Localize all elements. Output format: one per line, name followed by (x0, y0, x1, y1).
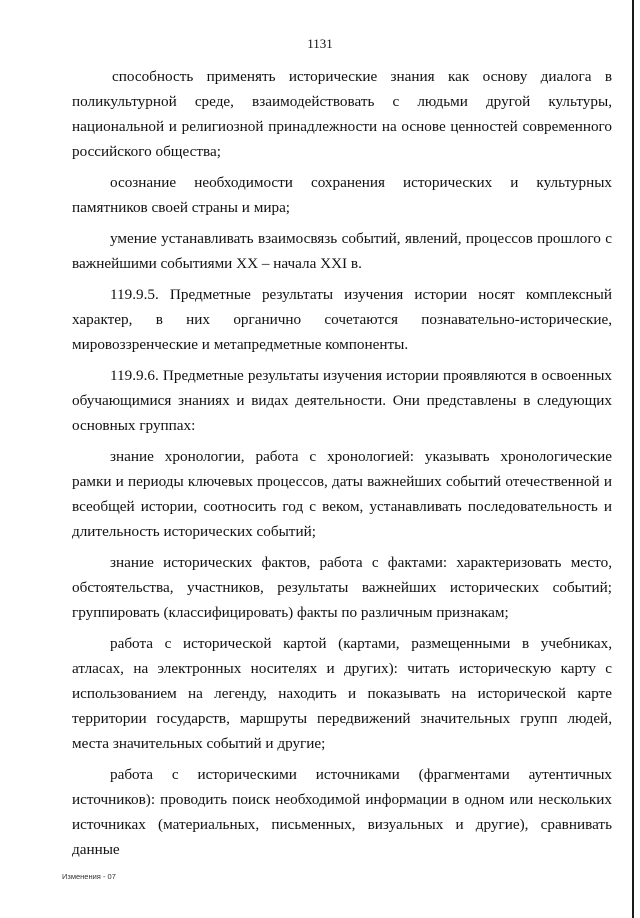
paragraph: 119.9.5. Предметные результаты изучения истории носят комплексный характер, в них органично сочетаются познавательно-исторические, мировоззренческие и метапредметные компоненты. (72, 286, 612, 353)
document-body (72, 64, 612, 868)
paragraph: способность применять исторические знания как основу диалога в поликультурной среде, взаимодействовать с людьми другой культуры, национальной и религиозной принадлежности на основе ценностей современного российского общества; (72, 68, 612, 160)
paragraph: знание исторических фактов, работа с фактами: характеризовать место, обстоятельства, участников, результаты важнейших исторических событий; группировать (классифицировать) факты по различным признакам; (72, 554, 612, 621)
paragraph: знание хронологии, работа с хронологией: указывать хронологические рамки и периоды ключевых процессов, даты важнейших событий отечественной и всеобщей истории, соотносить год с веком, устанавливать последовательность и длительность исторических событий; (72, 448, 612, 540)
paragraph: работа с историческими источниками (фрагментами аутентичных источников): проводить поиск необходимой информации в одном или нескольких источниках (материальных, письменных, визуальных и другие), сравнивать данные (72, 766, 612, 858)
page-number: 1131 (307, 36, 333, 51)
footer-revision-note: Изменения - 07 (62, 872, 116, 881)
paragraph: работа с исторической картой (картами, размещенными в учебниках, атласах, на электронных носителях и других): читать историческую карту с использованием на легенду, находить и показывать на исторической карте территории государств, маршруты передвижений значительных групп людей, места значительных событий и другие; (72, 635, 612, 752)
scan-edge-line (632, 0, 634, 918)
paragraph: 119.9.6. Предметные результаты изучения истории проявляются в освоенных обучающимися знаниях и видах деятельности. Они представлены в следующих основных группах: (72, 367, 612, 434)
paragraph: умение устанавливать взаимосвязь событий, явлений, процессов прошлого с важнейшими событиями XX – начала XXI в. (72, 230, 612, 272)
paragraph: осознание необходимости сохранения исторических и культурных памятников своей страны и мира; (72, 174, 612, 216)
